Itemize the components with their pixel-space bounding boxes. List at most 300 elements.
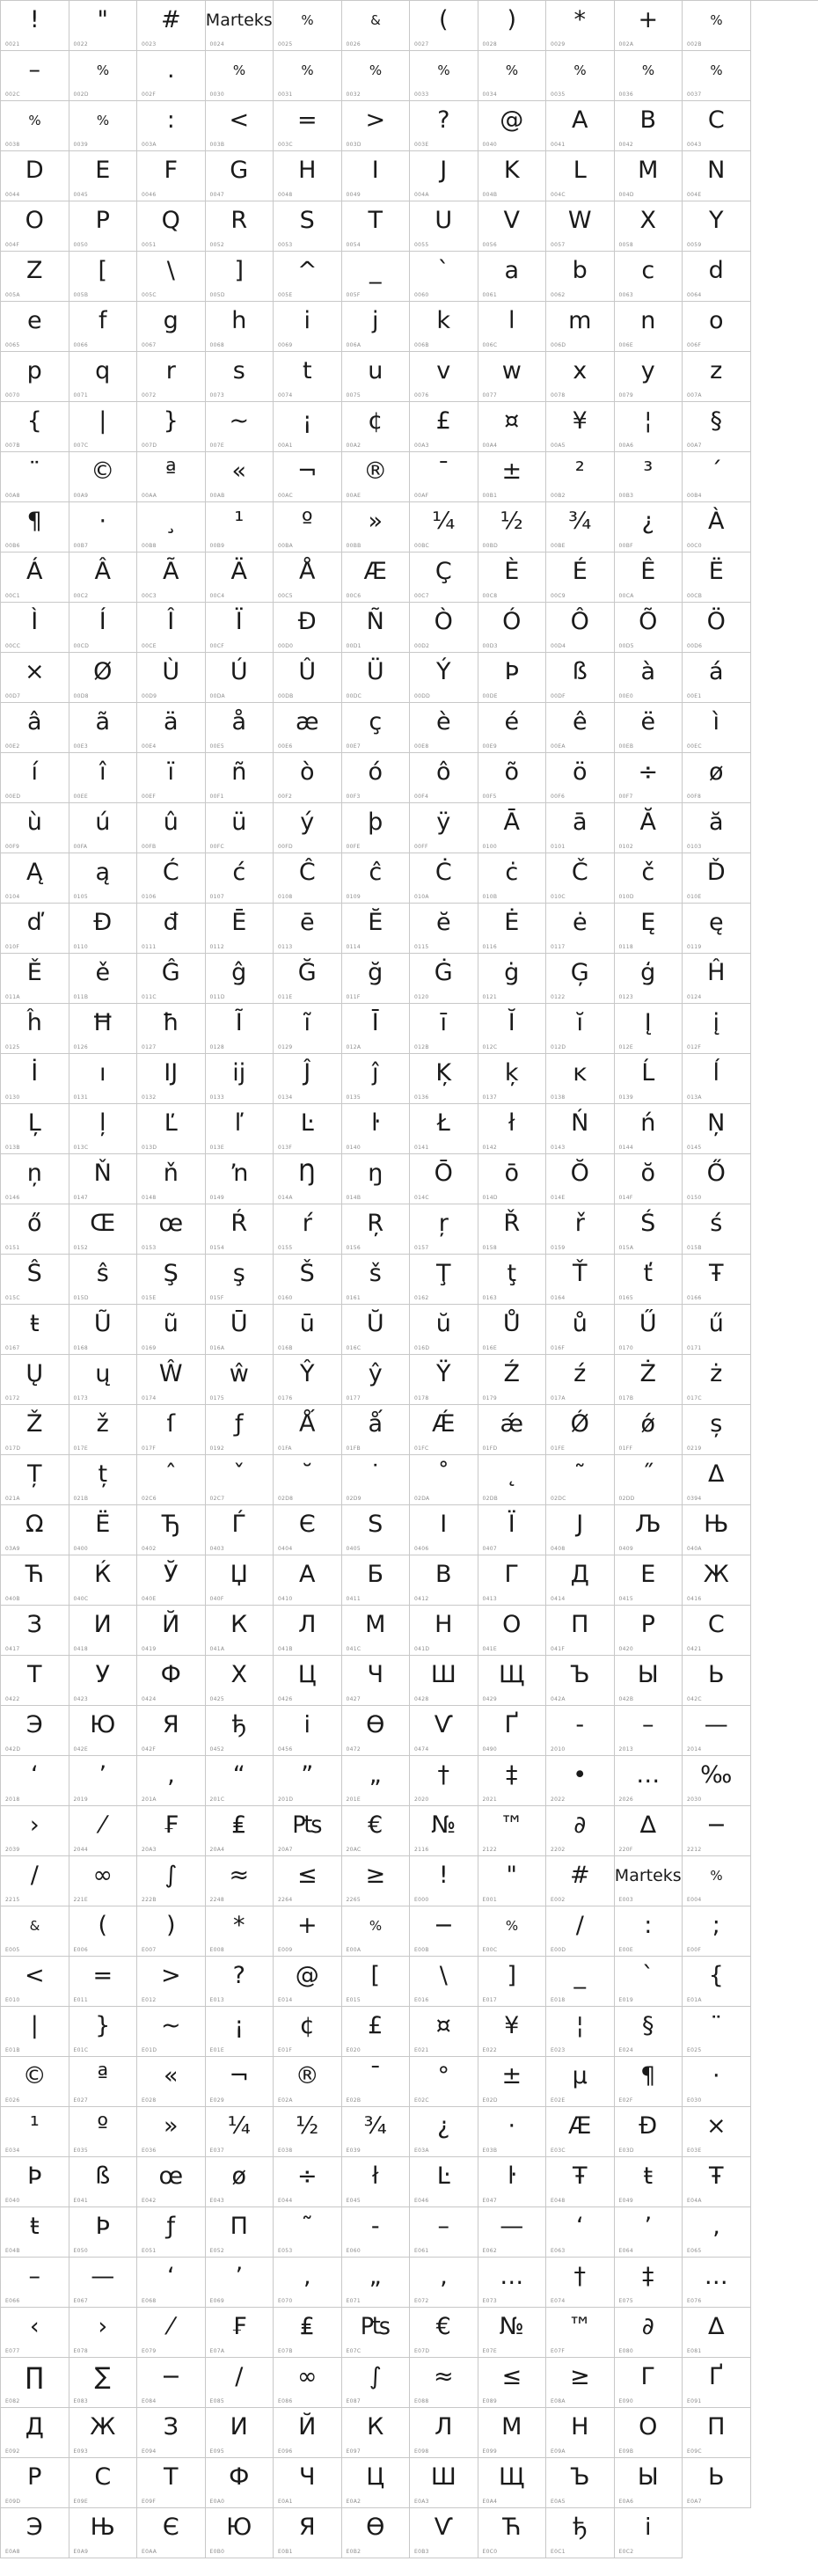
glyph-cell[interactable]: [342, 753, 411, 803]
glyph-cell[interactable]: [683, 2408, 751, 2458]
glyph-cell[interactable]: [683, 1856, 751, 1906]
glyph-cell[interactable]: [69, 1054, 138, 1104]
glyph-cell[interactable]: [683, 1906, 751, 1957]
glyph-cell[interactable]: [342, 452, 411, 502]
glyph-cell[interactable]: [69, 1355, 138, 1405]
glyph-cell[interactable]: [546, 2458, 615, 2508]
glyph-cell[interactable]: [615, 402, 683, 452]
glyph-cell[interactable]: [342, 1104, 411, 1154]
glyph-cell[interactable]: [342, 653, 411, 703]
glyph-cell[interactable]: [478, 2458, 547, 2508]
glyph-cell[interactable]: [615, 1555, 683, 1606]
glyph-cell[interactable]: [137, 1255, 206, 1305]
glyph-cell[interactable]: [683, 101, 751, 151]
glyph-cell[interactable]: [615, 1, 683, 51]
glyph-cell[interactable]: [410, 2157, 478, 2207]
glyph-cell[interactable]: [137, 51, 206, 101]
glyph-cell[interactable]: [69, 1455, 138, 1505]
glyph-cell[interactable]: [1, 101, 69, 151]
glyph-cell[interactable]: [274, 753, 342, 803]
glyph-cell[interactable]: [137, 1104, 206, 1154]
glyph-cell[interactable]: [478, 151, 547, 201]
glyph-cell[interactable]: [137, 1004, 206, 1054]
glyph-cell[interactable]: [1, 1355, 69, 1405]
glyph-cell[interactable]: [546, 1305, 615, 1355]
glyph-cell[interactable]: [1, 2358, 69, 2408]
glyph-cell[interactable]: [137, 1806, 206, 1856]
glyph-cell[interactable]: [342, 904, 411, 954]
glyph-cell[interactable]: [69, 2157, 138, 2207]
glyph-cell[interactable]: [69, 1154, 138, 1204]
glyph-cell[interactable]: [69, 1856, 138, 1906]
glyph-cell[interactable]: [137, 703, 206, 753]
glyph-cell[interactable]: [478, 201, 547, 252]
glyph-cell[interactable]: [683, 151, 751, 201]
glyph-cell[interactable]: [1, 653, 69, 703]
glyph-cell[interactable]: [683, 452, 751, 502]
glyph-cell[interactable]: [137, 853, 206, 904]
glyph-cell[interactable]: [546, 1104, 615, 1154]
glyph-cell[interactable]: [1, 603, 69, 653]
glyph-cell[interactable]: [683, 2107, 751, 2157]
glyph-cell[interactable]: [478, 703, 547, 753]
glyph-cell[interactable]: [137, 1555, 206, 1606]
glyph-cell[interactable]: [615, 502, 683, 553]
glyph-cell[interactable]: [69, 1004, 138, 1054]
glyph-cell[interactable]: [342, 1305, 411, 1355]
glyph-cell[interactable]: [478, 1706, 547, 1756]
glyph-cell[interactable]: [410, 352, 478, 402]
glyph-cell[interactable]: [206, 2258, 274, 2308]
glyph-cell[interactable]: [69, 603, 138, 653]
glyph-cell[interactable]: [274, 853, 342, 904]
glyph-cell[interactable]: [478, 1154, 547, 1204]
glyph-cell[interactable]: [410, 402, 478, 452]
glyph-cell[interactable]: [615, 1505, 683, 1555]
glyph-cell[interactable]: [410, 1856, 478, 1906]
glyph-cell[interactable]: [683, 1606, 751, 1656]
glyph-cell[interactable]: [478, 502, 547, 553]
glyph-cell[interactable]: [478, 352, 547, 402]
glyph-cell[interactable]: [478, 1555, 547, 1606]
glyph-cell[interactable]: [69, 2458, 138, 2508]
glyph-cell[interactable]: [1, 2057, 69, 2107]
glyph-cell[interactable]: [342, 1606, 411, 1656]
glyph-cell[interactable]: [683, 201, 751, 252]
glyph-cell[interactable]: [206, 2358, 274, 2408]
glyph-cell[interactable]: [206, 1154, 274, 1204]
glyph-cell[interactable]: [546, 1856, 615, 1906]
glyph-cell[interactable]: [683, 1355, 751, 1405]
glyph-cell[interactable]: [683, 1305, 751, 1355]
glyph-cell[interactable]: [69, 703, 138, 753]
glyph-cell[interactable]: [274, 452, 342, 502]
glyph-cell[interactable]: [137, 101, 206, 151]
glyph-cell[interactable]: [683, 904, 751, 954]
glyph-cell[interactable]: [69, 2258, 138, 2308]
glyph-cell[interactable]: [342, 2258, 411, 2308]
glyph-cell[interactable]: [478, 402, 547, 452]
glyph-cell[interactable]: [137, 452, 206, 502]
glyph-cell[interactable]: [206, 753, 274, 803]
glyph-cell[interactable]: [206, 803, 274, 853]
glyph-cell[interactable]: [206, 252, 274, 302]
glyph-cell[interactable]: [342, 1004, 411, 1054]
glyph-cell[interactable]: [274, 1154, 342, 1204]
glyph-cell[interactable]: [546, 252, 615, 302]
glyph-cell[interactable]: [683, 1204, 751, 1255]
glyph-cell[interactable]: [683, 753, 751, 803]
glyph-cell[interactable]: [683, 1405, 751, 1455]
glyph-cell[interactable]: [342, 1405, 411, 1455]
glyph-cell[interactable]: [615, 2207, 683, 2258]
glyph-cell[interactable]: [683, 1957, 751, 2007]
glyph-cell[interactable]: [546, 51, 615, 101]
glyph-cell[interactable]: [615, 603, 683, 653]
glyph-cell[interactable]: [478, 1906, 547, 1957]
glyph-cell[interactable]: [69, 252, 138, 302]
glyph-cell[interactable]: [274, 201, 342, 252]
glyph-cell[interactable]: [478, 51, 547, 101]
glyph-cell[interactable]: [342, 51, 411, 101]
glyph-cell[interactable]: [342, 1054, 411, 1104]
glyph-cell[interactable]: [206, 703, 274, 753]
glyph-cell[interactable]: [274, 803, 342, 853]
glyph-cell[interactable]: [69, 402, 138, 452]
glyph-cell[interactable]: [410, 1957, 478, 2007]
glyph-cell[interactable]: [410, 904, 478, 954]
glyph-cell[interactable]: [1, 51, 69, 101]
glyph-cell[interactable]: [546, 101, 615, 151]
glyph-cell[interactable]: [137, 1756, 206, 1806]
glyph-cell[interactable]: [206, 2458, 274, 2508]
glyph-cell[interactable]: [615, 2057, 683, 2107]
glyph-cell[interactable]: [342, 2007, 411, 2057]
glyph-cell[interactable]: [342, 2458, 411, 2508]
glyph-cell[interactable]: [274, 1405, 342, 1455]
glyph-cell[interactable]: [137, 1856, 206, 1906]
glyph-cell[interactable]: [69, 653, 138, 703]
glyph-cell[interactable]: [615, 2308, 683, 2358]
glyph-cell[interactable]: [69, 1255, 138, 1305]
glyph-cell[interactable]: [478, 1505, 547, 1555]
glyph-cell[interactable]: [137, 1, 206, 51]
glyph-cell[interactable]: [478, 853, 547, 904]
glyph-cell[interactable]: [342, 1856, 411, 1906]
glyph-cell[interactable]: [615, 803, 683, 853]
glyph-cell[interactable]: [274, 553, 342, 603]
glyph-cell[interactable]: [69, 753, 138, 803]
glyph-cell[interactable]: [137, 2107, 206, 2157]
glyph-cell[interactable]: [206, 1104, 274, 1154]
glyph-cell[interactable]: [410, 201, 478, 252]
glyph-cell[interactable]: [69, 101, 138, 151]
glyph-cell[interactable]: [137, 1204, 206, 1255]
glyph-cell[interactable]: [683, 2157, 751, 2207]
glyph-cell[interactable]: [342, 151, 411, 201]
glyph-cell[interactable]: [546, 1, 615, 51]
glyph-cell[interactable]: [478, 1054, 547, 1104]
glyph-cell[interactable]: [69, 2408, 138, 2458]
glyph-cell[interactable]: [546, 201, 615, 252]
glyph-cell[interactable]: [410, 2408, 478, 2458]
glyph-cell[interactable]: [1, 1756, 69, 1806]
glyph-cell[interactable]: [615, 2107, 683, 2157]
glyph-cell[interactable]: [1, 954, 69, 1004]
glyph-cell[interactable]: [478, 553, 547, 603]
glyph-cell[interactable]: [478, 2358, 547, 2408]
glyph-cell[interactable]: [546, 1706, 615, 1756]
glyph-cell[interactable]: [546, 1154, 615, 1204]
glyph-cell[interactable]: [137, 2458, 206, 2508]
glyph-cell[interactable]: [683, 1505, 751, 1555]
glyph-cell[interactable]: [546, 603, 615, 653]
glyph-cell[interactable]: [478, 1305, 547, 1355]
glyph-cell[interactable]: [137, 2308, 206, 2358]
glyph-cell[interactable]: [410, 2007, 478, 2057]
glyph-cell[interactable]: [478, 452, 547, 502]
glyph-cell[interactable]: [410, 2458, 478, 2508]
glyph-cell[interactable]: [342, 2157, 411, 2207]
glyph-cell[interactable]: [69, 1957, 138, 2007]
glyph-cell[interactable]: [410, 101, 478, 151]
glyph-cell[interactable]: [206, 904, 274, 954]
glyph-cell[interactable]: [1, 1004, 69, 1054]
glyph-cell[interactable]: [137, 1455, 206, 1505]
glyph-cell[interactable]: [615, 1305, 683, 1355]
glyph-cell[interactable]: [615, 1204, 683, 1255]
glyph-cell[interactable]: [615, 252, 683, 302]
glyph-cell[interactable]: [206, 1606, 274, 1656]
glyph-cell[interactable]: [410, 2508, 478, 2558]
glyph-cell[interactable]: [69, 2358, 138, 2408]
glyph-cell[interactable]: [410, 1806, 478, 1856]
glyph-cell[interactable]: [546, 502, 615, 553]
glyph-cell[interactable]: [546, 1555, 615, 1606]
glyph-cell[interactable]: [410, 1455, 478, 1505]
glyph-cell[interactable]: [137, 1054, 206, 1104]
glyph-cell[interactable]: [206, 1806, 274, 1856]
glyph-cell[interactable]: [1, 1555, 69, 1606]
glyph-cell[interactable]: [342, 553, 411, 603]
glyph-cell[interactable]: [69, 1305, 138, 1355]
glyph-cell[interactable]: [342, 1806, 411, 1856]
glyph-cell[interactable]: [615, 2358, 683, 2408]
glyph-cell[interactable]: [137, 954, 206, 1004]
glyph-cell[interactable]: [410, 2358, 478, 2408]
glyph-cell[interactable]: [546, 302, 615, 352]
glyph-cell[interactable]: [206, 954, 274, 1004]
glyph-cell[interactable]: [342, 1154, 411, 1204]
glyph-cell[interactable]: [546, 803, 615, 853]
glyph-cell[interactable]: [274, 502, 342, 553]
glyph-cell[interactable]: [342, 954, 411, 1004]
glyph-cell[interactable]: [206, 1, 274, 51]
glyph-cell[interactable]: [342, 1656, 411, 1706]
glyph-cell[interactable]: [206, 1856, 274, 1906]
glyph-cell[interactable]: [69, 2107, 138, 2157]
glyph-cell[interactable]: [546, 1656, 615, 1706]
glyph-cell[interactable]: [615, 1606, 683, 1656]
glyph-cell[interactable]: [69, 201, 138, 252]
glyph-cell[interactable]: [615, 1656, 683, 1706]
glyph-cell[interactable]: [478, 1204, 547, 1255]
glyph-cell[interactable]: [274, 352, 342, 402]
glyph-cell[interactable]: [478, 1, 547, 51]
glyph-cell[interactable]: [1, 201, 69, 252]
glyph-cell[interactable]: [206, 1906, 274, 1957]
glyph-cell[interactable]: [342, 2308, 411, 2358]
glyph-cell[interactable]: [546, 2408, 615, 2458]
glyph-cell[interactable]: [342, 1255, 411, 1305]
glyph-cell[interactable]: [274, 653, 342, 703]
glyph-cell[interactable]: [615, 1355, 683, 1405]
glyph-cell[interactable]: [1, 703, 69, 753]
glyph-cell[interactable]: [683, 1004, 751, 1054]
glyph-cell[interactable]: [137, 2057, 206, 2107]
glyph-cell[interactable]: [274, 1, 342, 51]
glyph-cell[interactable]: [1, 2007, 69, 2057]
glyph-cell[interactable]: [615, 452, 683, 502]
glyph-cell[interactable]: [1, 853, 69, 904]
glyph-cell[interactable]: [410, 553, 478, 603]
glyph-cell[interactable]: [410, 151, 478, 201]
glyph-cell[interactable]: [342, 703, 411, 753]
glyph-cell[interactable]: [683, 252, 751, 302]
glyph-cell[interactable]: [342, 1, 411, 51]
glyph-cell[interactable]: [546, 2057, 615, 2107]
glyph-cell[interactable]: [410, 1154, 478, 1204]
glyph-cell[interactable]: [683, 2358, 751, 2408]
glyph-cell[interactable]: [683, 402, 751, 452]
glyph-cell[interactable]: [69, 1555, 138, 1606]
glyph-cell[interactable]: [615, 904, 683, 954]
glyph-cell[interactable]: [137, 1355, 206, 1405]
glyph-cell[interactable]: [69, 954, 138, 1004]
glyph-cell[interactable]: [69, 1806, 138, 1856]
glyph-cell[interactable]: [137, 1405, 206, 1455]
glyph-cell[interactable]: [274, 1004, 342, 1054]
glyph-cell[interactable]: [206, 1455, 274, 1505]
glyph-cell[interactable]: [1, 1, 69, 51]
glyph-cell[interactable]: [206, 2207, 274, 2258]
glyph-cell[interactable]: [410, 1054, 478, 1104]
glyph-cell[interactable]: [274, 1355, 342, 1405]
glyph-cell[interactable]: [274, 2157, 342, 2207]
glyph-cell[interactable]: [546, 452, 615, 502]
glyph-cell[interactable]: [410, 252, 478, 302]
glyph-cell[interactable]: [206, 352, 274, 402]
glyph-cell[interactable]: [206, 553, 274, 603]
glyph-cell[interactable]: [683, 2458, 751, 2508]
glyph-cell[interactable]: [478, 302, 547, 352]
glyph-cell[interactable]: [478, 252, 547, 302]
glyph-cell[interactable]: [137, 151, 206, 201]
glyph-cell[interactable]: [1, 1405, 69, 1455]
glyph-cell[interactable]: [683, 1706, 751, 1756]
glyph-cell[interactable]: [274, 1255, 342, 1305]
glyph-cell[interactable]: [478, 1756, 547, 1806]
glyph-cell[interactable]: [1, 1806, 69, 1856]
glyph-cell[interactable]: [342, 2057, 411, 2107]
glyph-cell[interactable]: [1, 1856, 69, 1906]
glyph-cell[interactable]: [1, 2258, 69, 2308]
glyph-cell[interactable]: [69, 352, 138, 402]
glyph-cell[interactable]: [137, 1906, 206, 1957]
glyph-cell[interactable]: [274, 2057, 342, 2107]
glyph-cell[interactable]: [69, 2508, 138, 2558]
glyph-cell[interactable]: [683, 1054, 751, 1104]
glyph-cell[interactable]: [615, 2157, 683, 2207]
glyph-cell[interactable]: [546, 1906, 615, 1957]
glyph-cell[interactable]: [342, 1756, 411, 1806]
glyph-cell[interactable]: [206, 1054, 274, 1104]
glyph-cell[interactable]: [683, 502, 751, 553]
glyph-cell[interactable]: [206, 101, 274, 151]
glyph-cell[interactable]: [410, 1, 478, 51]
glyph-cell[interactable]: [478, 2258, 547, 2308]
glyph-cell[interactable]: [137, 904, 206, 954]
glyph-cell[interactable]: [206, 151, 274, 201]
glyph-cell[interactable]: [615, 1756, 683, 1806]
glyph-cell[interactable]: [410, 1405, 478, 1455]
glyph-cell[interactable]: [274, 2458, 342, 2508]
glyph-cell[interactable]: [478, 1856, 547, 1906]
glyph-cell[interactable]: [615, 1906, 683, 1957]
glyph-cell[interactable]: [206, 2157, 274, 2207]
glyph-cell[interactable]: [683, 2308, 751, 2358]
glyph-cell[interactable]: [274, 2508, 342, 2558]
glyph-cell[interactable]: [615, 151, 683, 201]
glyph-cell[interactable]: [137, 1957, 206, 2007]
glyph-cell[interactable]: [342, 2408, 411, 2458]
glyph-cell[interactable]: [206, 2408, 274, 2458]
glyph-cell[interactable]: [69, 553, 138, 603]
glyph-cell[interactable]: [206, 51, 274, 101]
glyph-cell[interactable]: [69, 302, 138, 352]
glyph-cell[interactable]: [206, 1957, 274, 2007]
glyph-cell[interactable]: [342, 101, 411, 151]
glyph-cell[interactable]: [137, 302, 206, 352]
glyph-cell[interactable]: [478, 1957, 547, 2007]
glyph-cell[interactable]: [478, 653, 547, 703]
glyph-cell[interactable]: [69, 2007, 138, 2057]
glyph-cell[interactable]: [683, 352, 751, 402]
glyph-cell[interactable]: [137, 1606, 206, 1656]
glyph-cell[interactable]: [137, 252, 206, 302]
glyph-cell[interactable]: [683, 1255, 751, 1305]
glyph-cell[interactable]: [274, 302, 342, 352]
glyph-cell[interactable]: [206, 2308, 274, 2358]
glyph-cell[interactable]: [615, 1255, 683, 1305]
glyph-cell[interactable]: [274, 51, 342, 101]
glyph-cell[interactable]: [206, 502, 274, 553]
glyph-cell[interactable]: [342, 1355, 411, 1405]
glyph-cell[interactable]: [478, 603, 547, 653]
glyph-cell[interactable]: [546, 2258, 615, 2308]
glyph-cell[interactable]: [206, 1656, 274, 1706]
glyph-cell[interactable]: [410, 2107, 478, 2157]
glyph-cell[interactable]: [69, 904, 138, 954]
glyph-cell[interactable]: [206, 1255, 274, 1305]
glyph-cell[interactable]: [1, 1204, 69, 1255]
glyph-cell[interactable]: [342, 2358, 411, 2408]
glyph-cell[interactable]: [615, 1455, 683, 1505]
glyph-cell[interactable]: [137, 553, 206, 603]
glyph-cell[interactable]: [274, 1806, 342, 1856]
glyph-cell[interactable]: [206, 452, 274, 502]
glyph-cell[interactable]: [478, 2007, 547, 2057]
